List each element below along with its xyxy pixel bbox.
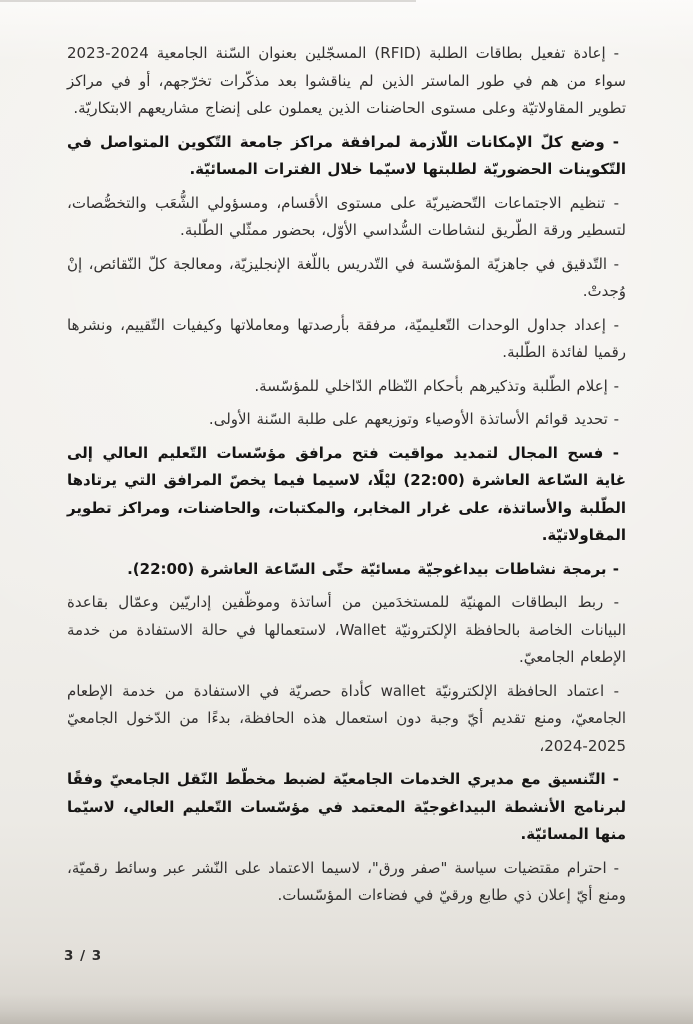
- bullet-paragraph: - التّدقيق في جاهزيّة المؤسّسة في التّدريس باللّغة الإنجليزيّة، ومعالجة كلّ النّقائص، إنْ وُجدتْ.: [67, 254, 626, 300]
- bullet-paragraph: - احترام مقتضيات سياسة "صفر ورق"، لاسيما الاعتماد على النّشر عبر وسائط رقميّة، ومنع أيّ إعلان ذي طابع ورقيّ في فضاءات المؤسّسات.: [67, 858, 626, 904]
- bullet-paragraph: - تحديد قوائم الأساتذة الأوصياء وتوزيعهم على طلبة السّنة الأولى.: [208, 410, 619, 428]
- bullet-paragraph: - ربط البطاقات المهنيّة للمستخدَمين من أساتذة وموظّفين إداريّين وعمّال بقاعدة البيانات الخاصة بالحافظة الإلكترونيّة Wallet، لاستعمالها في حالة الاستفادة من خدمة الإطعام الجامعيّ.: [67, 593, 626, 666]
- document-body: [67, 40, 626, 916]
- bullet-paragraph: - تنظيم الاجتماعات التّحضيريّة على مستوى الأقسام، ومسؤولي الشُّعَب والتخصُّصات، لتسطير ورقة الطّريق لنشاطات السُّداسي الأوّل، بحضور ممثّلي الطّلبة.: [67, 193, 626, 239]
- bullet-paragraph: - برمجة نشاطات بيداغوجيّة مسائيّة حتّى السّاعة العاشرة (22:00).: [127, 559, 619, 578]
- bullet-paragraph: - فسح المجال لتمديد مواقيت فتح مرافق مؤسّسات التّعليم العالي إلى غاية السّاعة العاشرة (22:00) ليْلًا، لاسيما فيما يخصّ المرافق التي يرتادها الطّلبة والأساتذة، على غرار المخابر، والمكتبات، والحاضنات، ومراكز تطوير المقاولاتيّة.: [67, 443, 627, 544]
- bullet-paragraph: - إعداد جداول الوحدات التّعليميّة، مرفقة بأرصدتها ومعاملاتها وكيفيات التّقييم، ونشرها رقميا لفائدة الطّلبة.: [67, 315, 626, 361]
- bullet-paragraph: - إعلام الطّلبة وتذكيرهم بأحكام النّظام الدّاخلي للمؤسّسة.: [254, 376, 619, 395]
- bullet-paragraph: - التّنسيق مع مديري الخدمات الجامعيّة لضبط مخطّط النّقل الجامعيّ وفقًا لبرنامج الأنشطة البيداغوجيّة المعتمد في مؤسّسات التّعليم العالي، لاسيّما منها المسائيّة.: [67, 770, 626, 843]
- page-number: 3 / 3: [64, 948, 103, 964]
- bullet-paragraph: - اعتماد الحافظة الإلكترونيّة wallet كأداة حصريّة في الاستفادة من خدمة الإطعام الجامعيّ، ومنع تقديم أيّ وجبة دون استعمال هذه الحافظة، بدءًا من الدّخول الجامعيّ 2025-2024،: [67, 681, 626, 755]
- bullet-paragraph: - إعادة تفعيل بطاقات الطلبة (RFID) المسجّلين بعنوان السّنة الجامعية 2024-2023 سواء من هم في طور الماستر الذين لم يناقشوا بعد مذكّرات تخرّجهم، أو في مراكز تطوير المقاولاتيّة وعلى مستوى الحاضنات الذين يعملون على إنضاج مشاريعهم الابتكاريّة.: [67, 44, 626, 117]
- bullet-paragraph: - وضع كلّ الإمكانات اللّازمة لمرافقة مراكز جامعة التّكوين المتواصل في التّكوينات الحضوريّة لطلبتها لاسيّما خلال الفترات المسائيّة.: [67, 132, 626, 178]
